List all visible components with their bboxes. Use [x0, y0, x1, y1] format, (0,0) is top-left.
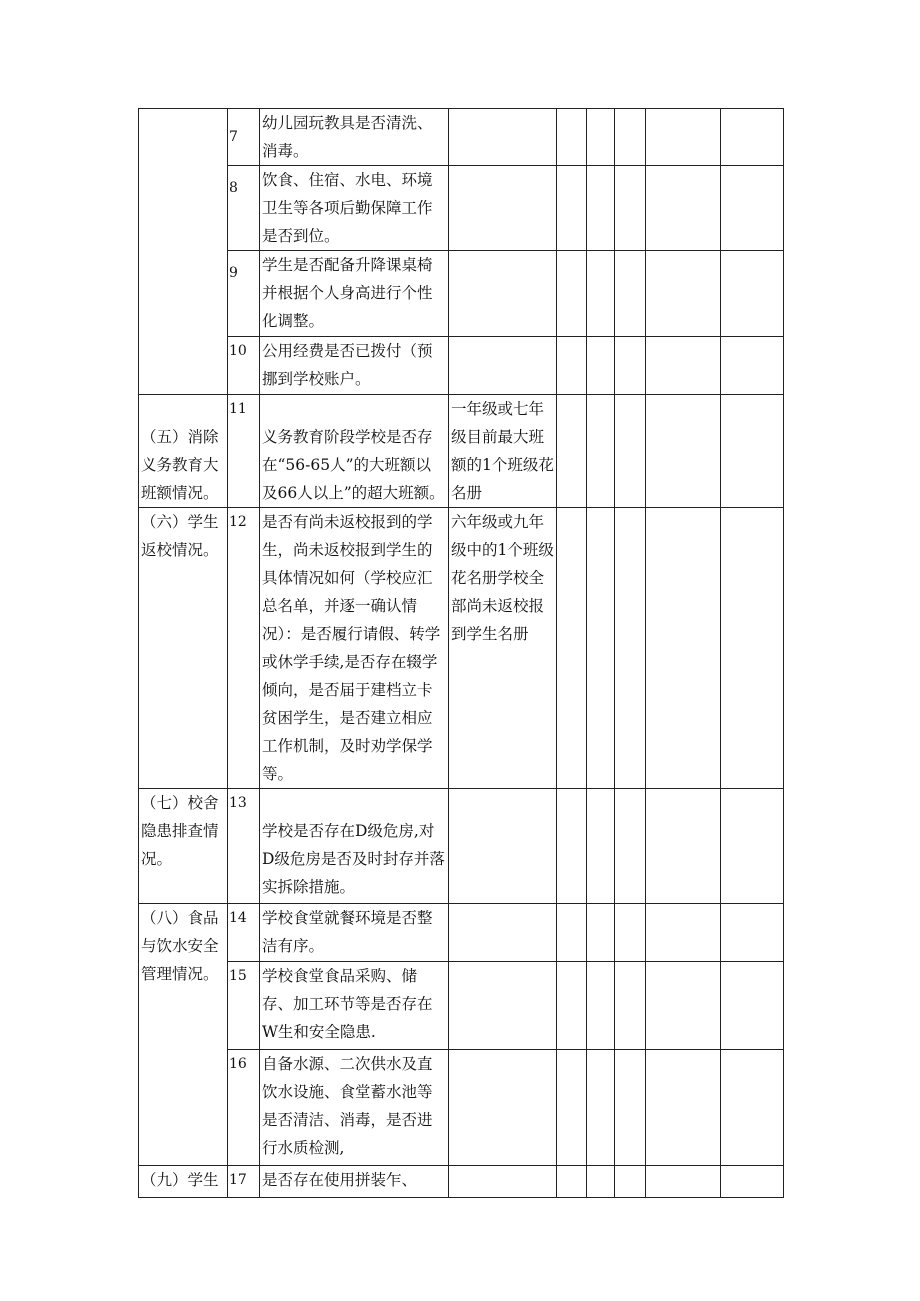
- blank-cell: [587, 904, 615, 962]
- item-number: 16: [228, 1050, 260, 1166]
- item-content: 学校食堂就餐环境是否整洁有序。: [260, 904, 449, 962]
- blank-cell: [615, 166, 646, 251]
- blank-cell: [721, 337, 784, 395]
- table-row: [139, 251, 784, 337]
- material-cell: 一年级或七年级目前最大班额的1个班级花名册: [449, 395, 557, 508]
- item-number: 14: [228, 904, 260, 962]
- blank-cell: [557, 1166, 587, 1198]
- table-row: [139, 166, 784, 251]
- material-cell: [449, 109, 557, 166]
- blank-cell: [721, 904, 784, 962]
- category-cell: （九）学生: [139, 1166, 228, 1198]
- blank-cell: [615, 904, 646, 962]
- inspection-table: [138, 108, 784, 1198]
- material-cell: [449, 1050, 557, 1166]
- table-row: [139, 508, 784, 789]
- item-content: 自备水源、二次供水及直饮水设施、食堂蓄水池等是否清洁、消毒，是否进行水质检测,: [260, 1050, 449, 1166]
- material-cell: [449, 904, 557, 962]
- item-content: 幼儿园玩教具是否清洗、消毒。: [260, 109, 449, 166]
- blank-cell: [646, 1166, 721, 1198]
- item-content: 学生是否配备升降课桌椅并根据个人身高进行个性化调整。: [260, 251, 449, 337]
- item-content: 学校食堂食品采购、储存、加工环节等是否存在W生和安全隐患.: [260, 962, 449, 1050]
- blank-cell: [557, 166, 587, 251]
- blank-cell: [646, 1050, 721, 1166]
- blank-cell: [557, 109, 587, 166]
- item-content: 公用经费是否已拨付（预挪到学校账户。: [260, 337, 449, 395]
- table-row: [139, 962, 784, 1050]
- blank-cell: [557, 962, 587, 1050]
- blank-cell: [646, 109, 721, 166]
- blank-cell: [721, 395, 784, 508]
- blank-cell: [721, 166, 784, 251]
- table-row: [139, 789, 784, 904]
- item-number: 15: [228, 962, 260, 1050]
- blank-cell: [615, 962, 646, 1050]
- item-number: 10: [228, 337, 260, 395]
- category-cell: （八）食品与饮水安全管理情况。: [139, 904, 228, 1166]
- blank-cell: [646, 508, 721, 789]
- item-content: 是否存在使用拼装乍、: [260, 1166, 449, 1198]
- blank-cell: [646, 962, 721, 1050]
- blank-cell: [615, 789, 646, 904]
- blank-cell: [721, 508, 784, 789]
- item-content: 饮食、住宿、水电、环境卫生等各项后勤保障工作是否到位。: [260, 166, 449, 251]
- table-row: [139, 337, 784, 395]
- material-cell: [449, 1166, 557, 1198]
- category-cell: [139, 109, 228, 395]
- category-cell: （五）消除义务教育大班额情况。: [139, 395, 228, 508]
- blank-cell: [615, 508, 646, 789]
- blank-cell: [646, 904, 721, 962]
- blank-cell: [721, 1166, 784, 1198]
- category-cell: （六）学生返校情况。: [139, 508, 228, 789]
- material-cell: [449, 789, 557, 904]
- item-number: 13: [228, 789, 260, 904]
- item-number: 7: [228, 109, 260, 166]
- blank-cell: [646, 337, 721, 395]
- blank-cell: [615, 1050, 646, 1166]
- item-content: 是否有尚未返校报到的学生，尚未返校报到学生的具体情况如何（学校应汇总名单，并逐一确认情况）：是否履行请假、转学或休学手续,是否存在辍学倾向，是否届于建档立卡贫困学生，是否建立相应工作机制，及时劝学保学等。: [260, 508, 449, 789]
- blank-cell: [557, 904, 587, 962]
- table-row: [139, 1166, 784, 1198]
- blank-cell: [587, 962, 615, 1050]
- table-row: [139, 1050, 784, 1166]
- blank-cell: [557, 395, 587, 508]
- blank-cell: [557, 251, 587, 337]
- blank-cell: [587, 1050, 615, 1166]
- blank-cell: [615, 337, 646, 395]
- blank-cell: [587, 1166, 615, 1198]
- table-row: [139, 395, 784, 508]
- blank-cell: [721, 789, 784, 904]
- material-cell: [449, 166, 557, 251]
- item-number: 17: [228, 1166, 260, 1198]
- blank-cell: [721, 962, 784, 1050]
- blank-cell: [557, 508, 587, 789]
- material-cell: 六年级或九年级中的1个班级花名册学校全部尚未返校报到学生名册: [449, 508, 557, 789]
- blank-cell: [587, 789, 615, 904]
- blank-cell: [587, 251, 615, 337]
- item-content: 义务教育阶段学校是否存在“56-65人”的大班额以及66人以上”的超大班额。: [260, 395, 449, 508]
- blank-cell: [615, 395, 646, 508]
- blank-cell: [721, 1050, 784, 1166]
- blank-cell: [557, 789, 587, 904]
- blank-cell: [587, 166, 615, 251]
- table-row: [139, 109, 784, 166]
- material-cell: [449, 251, 557, 337]
- material-cell: [449, 337, 557, 395]
- blank-cell: [587, 337, 615, 395]
- category-cell: （七）校舍隐患排查情况。: [139, 789, 228, 904]
- blank-cell: [721, 251, 784, 337]
- blank-cell: [615, 251, 646, 337]
- blank-cell: [721, 109, 784, 166]
- blank-cell: [646, 166, 721, 251]
- blank-cell: [615, 109, 646, 166]
- item-number: 11: [228, 395, 260, 508]
- blank-cell: [646, 395, 721, 508]
- blank-cell: [587, 395, 615, 508]
- blank-cell: [587, 508, 615, 789]
- blank-cell: [557, 1050, 587, 1166]
- item-number: 12: [228, 508, 260, 789]
- material-cell: [449, 962, 557, 1050]
- item-number: 9: [228, 251, 260, 337]
- blank-cell: [587, 109, 615, 166]
- blank-cell: [557, 337, 587, 395]
- blank-cell: [646, 789, 721, 904]
- blank-cell: [615, 1166, 646, 1198]
- item-content: 学校是否存在D级危房,对D级危房是否及时封存并落实拆除措施。: [260, 789, 449, 904]
- table-row: [139, 904, 784, 962]
- item-number: 8: [228, 166, 260, 251]
- blank-cell: [646, 251, 721, 337]
